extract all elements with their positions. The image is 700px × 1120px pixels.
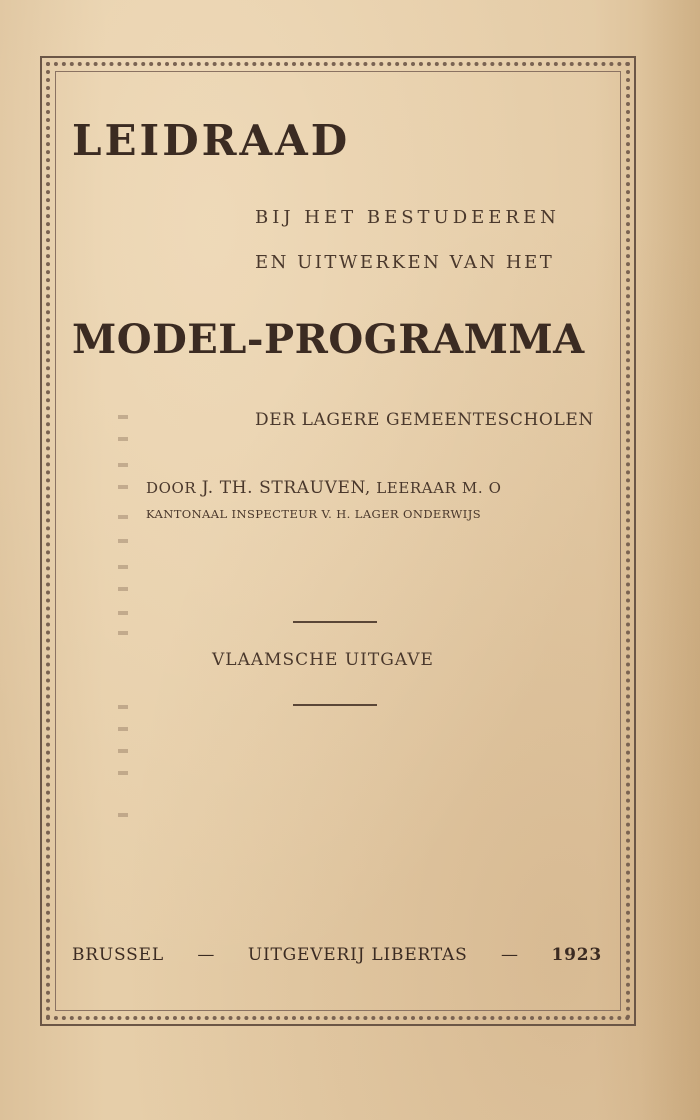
subtitle-line-2: EN UITWERKEN VAN HET <box>255 252 555 273</box>
imprint-publisher: UITGEVERIJ LIBERTAS <box>247 945 468 965</box>
title: LEIDRAAD <box>72 116 351 165</box>
imprint-city: BRUSSEL <box>72 945 164 965</box>
author-prefix: DOOR <box>146 479 197 497</box>
main-title: MODEL-PROGRAMMA <box>72 316 585 363</box>
author-role: LEERAAR M. O <box>376 479 502 497</box>
subtitle-line-1: BIJ HET BESTUDEEREN <box>255 207 560 228</box>
author-line <box>146 478 502 498</box>
edition: VLAAMSCHE UITGAVE <box>212 650 434 670</box>
imprint-year: 1923 <box>551 945 602 965</box>
author-name: J. TH. STRAUVEN, <box>201 478 371 498</box>
imprint <box>72 945 602 965</box>
divider-top <box>293 621 377 623</box>
imprint-dash-2: — <box>501 945 519 965</box>
divider-bottom <box>293 704 377 706</box>
author-title: KANTONAAL INSPECTEUR V. H. LAGER ONDERWIJS <box>146 507 481 521</box>
subtitle-line-3: DER LAGERE GEMEENTESCHOLEN <box>255 410 594 430</box>
imprint-dash-1: — <box>197 945 215 965</box>
margin-stamp-marks <box>118 415 136 815</box>
